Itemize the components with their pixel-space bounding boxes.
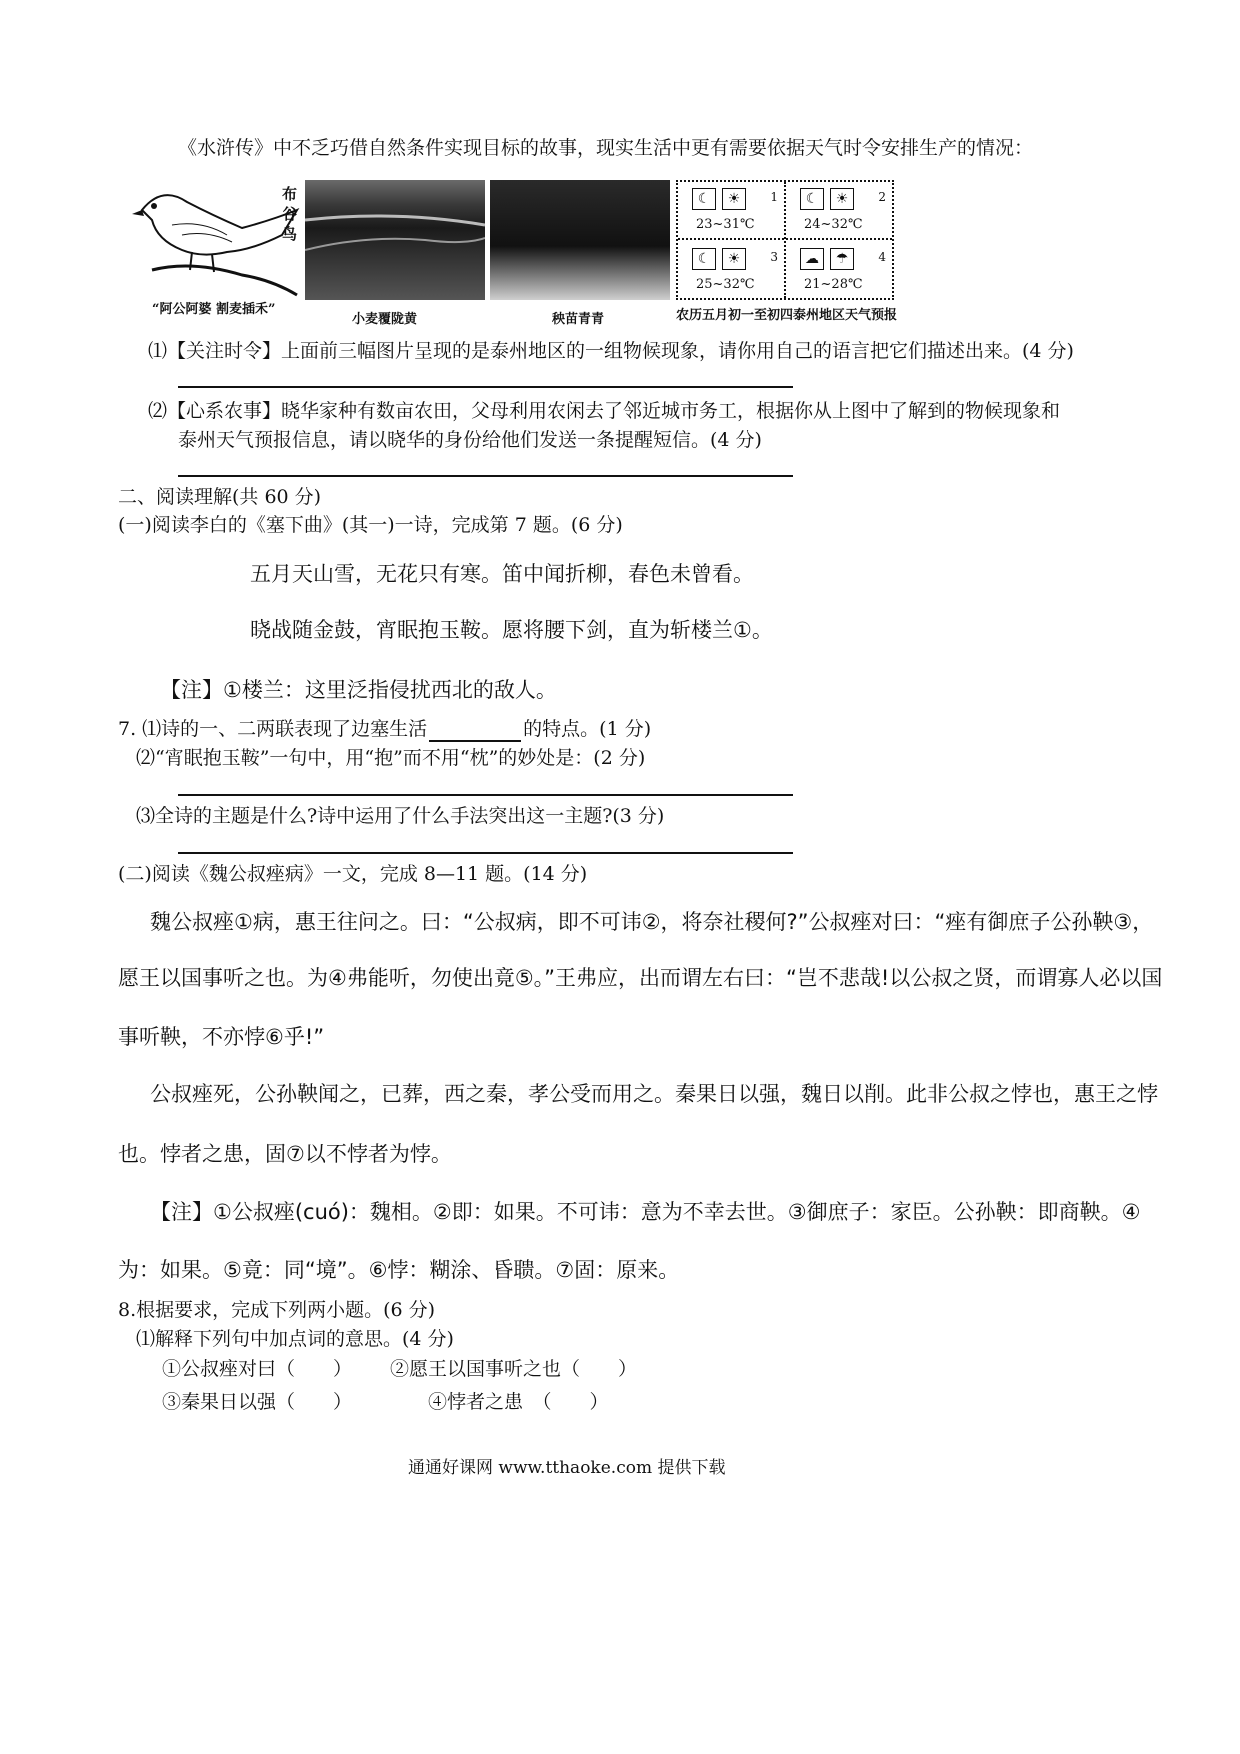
poem-line-2: 晓战随金鼓，宵眠抱玉鞍。愿将腰下剑，直为斩楼兰①。 [250,618,773,642]
question-7-1 [118,716,651,742]
forecast-day-4 [788,244,890,294]
passage-note-1: 【注】①公叔痤(cuó)：魏相。②即：如果。不可讳：意为不幸去世。③御庶子：家臣。公孙鞅：即商鞅。④ [150,1200,1141,1224]
subsection-1-heading: (一)阅读李白的《塞下曲》(其一)一诗，完成第 7 题。(6 分) [118,514,623,536]
question-1: ⑴【关注时令】上面前三幅图片呈现的是泰州地区的一组物候现象，请你用自己的语言把它们描述出来。(4 分) [148,340,1074,362]
subsection-2-heading: (二)阅读《魏公叔痤病》一文，完成 8—11 题。(14 分) [118,863,588,885]
bird-illustration [132,180,302,300]
page-footer: 通通好课网 www.tthaoke.com 提供下载 [408,1458,726,1478]
weather-forecast-box [676,180,894,300]
q7-1-suffix: 的特点。(1 分) [523,718,652,740]
sun-icon: ☀ [722,248,746,270]
answer-line-q2[interactable] [178,475,793,477]
forecast-day-1 [680,184,782,234]
passage-line-4: 公叔痤死，公孙鞅闻之，已葬，西之秦，孝公受而用之。秦果日以强，魏日以削。此非公叔之悖也，惠王之悖 [150,1082,1158,1106]
q8-item-2[interactable]: ②愿王以国事听之也（ ） [390,1358,638,1380]
cloud-rain-icon: ☁ [800,248,824,270]
q8-item-3[interactable]: ③秦果日以强（ ） [162,1391,353,1413]
forecast-day-2 [788,184,890,234]
answer-line-q7-2[interactable] [178,794,793,796]
forecast-day-3 [680,244,782,294]
rice-seedling-photo [490,180,670,300]
forecast-num: 2 [878,190,886,204]
forecast-num: 4 [878,250,886,264]
question-2-line2: 泰州天气预报信息，请以晓华的身份给他们发送一条提醒短信。(4 分) [178,429,762,451]
moon-icon: ☾ [692,248,716,270]
question-8-1: ⑴解释下列句中加点词的意思。(4 分) [136,1328,454,1350]
answer-line-q7-3[interactable] [178,852,793,854]
forecast-temp: 24~32℃ [804,217,863,232]
wheat-texture [305,180,485,300]
forecast-num: 3 [770,250,778,264]
passage-line-3: 事听鞅，不亦悖⑥乎!” [118,1025,325,1049]
caption-forecast: 农历五月初一至初四泰州地区天气预报 [676,308,898,323]
sun-icon: ☀ [722,188,746,210]
forecast-num: 1 [770,190,778,204]
forecast-divider-v [784,182,786,298]
passage-line-2: 愿王以国事听之也。为④弗能听，勿使出竟⑤。”王弗应，出而谓左右曰：“岂不悲哉!以公叔之贤，而谓寡人必以国 [118,966,1163,990]
poem-line-1: 五月天山雪，无花只有寒。笛中闻折柳，春色未曾看。 [250,562,754,586]
caption-bird: “阿公阿婆 割麦插禾” [152,302,276,317]
passage-line-5: 也。悖者之患，固⑦以不悖者为悖。 [118,1142,452,1166]
forecast-temp: 21~28℃ [804,277,863,292]
passage-line-1: 魏公叔痤①病，惠王往问之。曰：“公叔病，即不可讳②，将奈社稷何?”公叔痤对曰：“痤有御庶子公孙鞅③， [150,910,1154,934]
wheat-field-photo [305,180,485,300]
question-7-3: ⑶全诗的主题是什么?诗中运用了什么手法突出这一主题?(3 分) [136,805,665,827]
forecast-temp: 25~32℃ [696,277,755,292]
caption-seedling: 秧苗青青 [552,312,605,327]
answer-line-q1[interactable] [178,386,793,388]
moon-icon: ☾ [692,188,716,210]
q8-item-1[interactable]: ①公叔痤对曰（ ） [162,1358,353,1380]
question-7-2: ⑵“宵眠抱玉鞍”一句中，用“抱”而不用“枕”的妙处是：(2 分) [136,747,646,769]
forecast-temp: 23~31℃ [696,217,755,232]
q8-item-4[interactable]: ④悖者之患 （ ） [428,1391,609,1413]
moon-icon: ☾ [800,188,824,210]
cloud-rain-icon: ☂ [830,248,854,270]
sun-icon: ☀ [830,188,854,210]
poem-note: 【注】①楼兰：这里泛指侵扰西北的敌人。 [160,678,557,702]
q7-1-prefix: 7. ⑴诗的一、二两联表现了边塞生活 [118,718,428,740]
bird-label: 布谷鸟 [282,185,298,243]
caption-wheat: 小麦覆陇黄 [352,312,418,327]
fill-blank[interactable] [429,720,521,742]
intro-text: 《水浒传》中不乏巧借自然条件实现目标的故事，现实生活中更有需要依据天气时令安排生产的情况： [178,137,1034,159]
bird-icon [132,180,302,300]
passage-note-2: 为：如果。⑤竟：同“境”。⑥悖：糊涂、昏聩。⑦固：原来。 [118,1258,680,1282]
question-2-line1: ⑵【心系农事】晓华家种有数亩农田，父母利用农闲去了邻近城市务工，根据你从上图中了解到的物候现象和 [148,400,1061,422]
question-8: 8.根据要求，完成下列两小题。(6 分) [118,1299,436,1321]
section-heading: 二、阅读理解(共 60 分) [118,486,322,508]
